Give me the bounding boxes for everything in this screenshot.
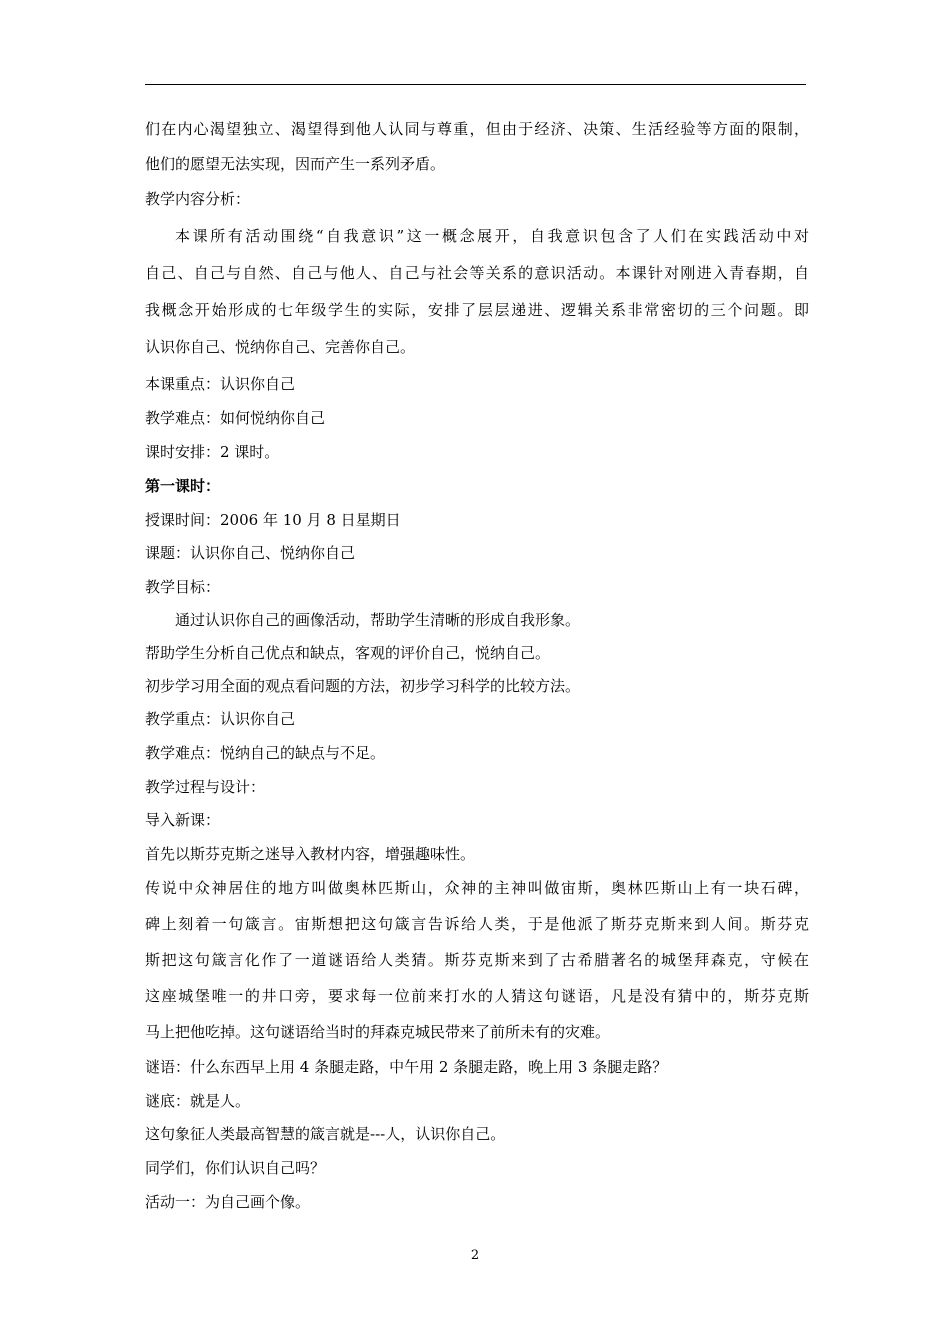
section-heading: 教学目标： (145, 578, 221, 596)
body-line: 传说中众神居住的地方叫做奥林匹斯山，众神的主神叫做宙斯，奥林匹斯山上有一块石碑， (145, 879, 809, 897)
body-line: 首先以斯芬克斯之迷导入教材内容，增强趣味性。 (145, 845, 476, 863)
body-line: 自己、自己与自然、自己与他人、自己与社会等关系的意识活动。本课针对刚进入青春期，自 (145, 264, 809, 282)
body-line: 马上把他吃掉。这句谜语给当时的拜森克城民带来了前所未有的灾难。 (145, 1023, 611, 1041)
header-rule (145, 84, 806, 85)
body-line: 他们的愿望无法实现，因而产生一系列矛盾。 (145, 155, 446, 173)
body-line: 这句象征人类最高智慧的箴言就是---人，认识你自己。 (145, 1125, 506, 1143)
body-line: 我概念开始形成的七年级学生的实际，安排了层层递进、逻辑关系非常密切的三个问题。即 (145, 301, 809, 319)
body-line: 这座城堡唯一的井口旁，要求每一位前来打水的人猜这句谜语，凡是没有猜中的，斯芬克斯 (145, 987, 809, 1005)
key-point: 本课重点：认识你自己 (145, 375, 296, 393)
body-line: 本课所有活动围绕“自我意识”这一概念展开，自我意识包含了人们在实践活动中对 (175, 227, 809, 245)
schedule: 课时安排：2 课时。 (145, 443, 280, 461)
difficulty: 教学难点：如何悦纳你自己 (145, 409, 326, 427)
body-line: 同学们，你们认识自己吗？ (145, 1159, 326, 1177)
riddle-answer: 谜底：就是人。 (145, 1092, 251, 1110)
key-point: 教学重点：认识你自己 (145, 710, 296, 728)
lesson-topic: 课题：认识你自己、悦纳你自己 (145, 544, 356, 562)
body-line: 认识你自己、悦纳你自己、完善你自己。 (145, 338, 416, 356)
body-line: 斯把这句箴言化作了一道谜语给人类猜。斯芬克斯来到了古希腊著名的城堡拜森克，守候在 (145, 951, 809, 969)
body-line: 们在内心渴望独立、渴望得到他人认同与尊重，但由于经济、决策、生活经验等方面的限制， (145, 120, 809, 138)
objective-item: 通过认识你自己的画像活动，帮助学生清晰的形成自我形象。 (175, 611, 581, 629)
section-heading: 教学过程与设计： (145, 778, 266, 796)
objective-item: 帮助学生分析自己优点和缺点，客观的评价自己，悦纳自己。 (145, 644, 551, 662)
riddle: 谜语：什么东西早上用 4 条腿走路，中午用 2 条腿走路，晚上用 3 条腿走路？ (145, 1058, 668, 1076)
body-line: 碑上刻着一句箴言。宙斯想把这句箴言告诉给人类，于是他派了斯芬克斯来到人间。斯芬克 (145, 915, 809, 933)
section-heading: 教学内容分析： (145, 190, 251, 208)
section-heading: 导入新课： (145, 811, 221, 829)
difficulty: 教学难点：悦纳自己的缺点与不足。 (145, 744, 386, 762)
objective-item: 初步学习用全面的观点看问题的方法，初步学习科学的比较方法。 (145, 677, 581, 695)
lesson-heading: 第一课时： (145, 477, 221, 495)
lesson-date: 授课时间：2006 年 10 月 8 日星期日 (145, 511, 401, 529)
activity-heading: 活动一：为自己画个像。 (145, 1193, 311, 1211)
page-number: 2 (470, 1248, 480, 1263)
